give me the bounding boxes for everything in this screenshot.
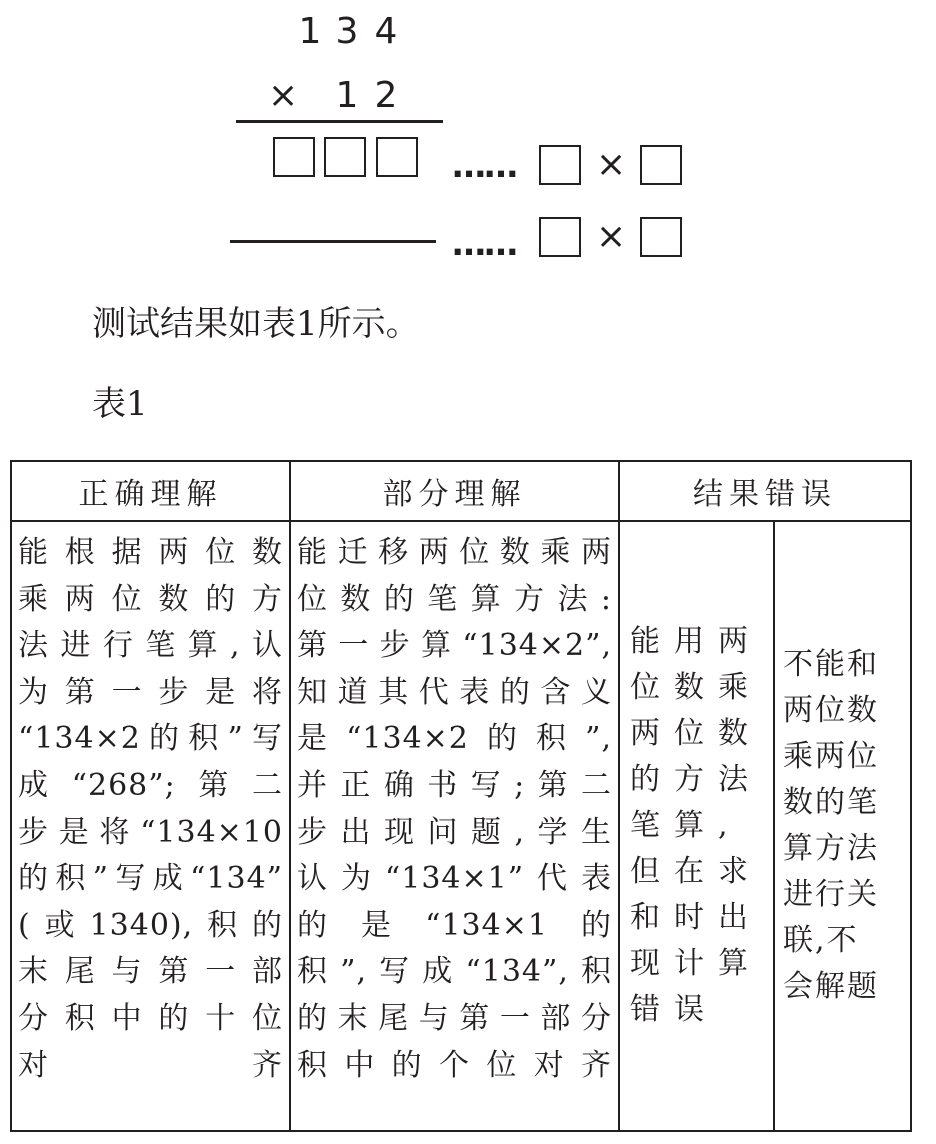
ellipsis-row-2: …… — [452, 224, 516, 264]
times-sign-row-1: × — [596, 144, 627, 185]
header-partial-understanding: 部分理解 — [290, 461, 619, 521]
factor-box-row2-a — [539, 217, 581, 257]
cell-partial-understanding — [290, 521, 619, 1131]
times-sign-row-2: × — [596, 216, 627, 257]
bottom-digit-1: 1 — [335, 75, 359, 116]
factor-box-row2-b — [640, 217, 682, 257]
answer-box-2 — [324, 137, 366, 177]
answer-box-3 — [376, 137, 418, 177]
cell-correct-understanding — [11, 521, 290, 1131]
ellipsis-row-1: …… — [452, 146, 516, 186]
multiplication-diagram — [0, 0, 936, 290]
answer-box-1 — [273, 137, 315, 177]
top-digit-1: 1 — [298, 11, 322, 52]
multiply-sign: × — [268, 75, 299, 116]
cell-wrong-result-no-link — [774, 521, 911, 1131]
results-paragraph: 测试结果如表1所示。 — [92, 304, 420, 344]
wrong-result-no-link-text: 不能和 两位数 乘两位 数的笔 算方法 进行关 联,不 会解题 — [783, 647, 879, 1004]
multiplication-line — [236, 120, 443, 123]
header-wrong-result: 结果错误 — [619, 461, 911, 521]
cell-wrong-result-calculation — [619, 521, 774, 1131]
top-digit-3: 3 — [335, 11, 359, 52]
table-header-row — [11, 461, 911, 521]
results-table — [10, 460, 912, 1132]
factor-box-row1-b — [640, 145, 682, 185]
table-caption: 表1 — [92, 384, 148, 424]
partial-understanding-text: 能迁移两位数乘两 位数的笔算方法: 第一步算“134×2”, 知道其代表的含义 是“134×2的积”, 并正确书写;第二 步出现问题,学生 认为“134×1”代表 的是“134×1的 积”,写成“134”,积 的末尾与第一部分 积中的个位对齐 — [297, 535, 612, 1083]
factor-box-row1-a — [539, 145, 581, 185]
wrong-result-calculation-text: 能用两 位数乘 两位数 的方法 笔算, 但在求 和时出 现计算 错误 — [630, 624, 762, 1027]
correct-understanding-text: 能根据两位数 乘两位数的方 法进行笔算,认 为第一步是将 “134×2的积”写 成“268”;第二 步是将“134×10 的积”写成“134” (或1340),积的 末尾与第一部 分积中的十位 对齐 — [18, 535, 283, 1083]
blank-answer-line — [230, 240, 436, 243]
header-correct-understanding: 正确理解 — [11, 461, 290, 521]
table-body-row — [11, 521, 911, 1131]
bottom-digit-2: 2 — [374, 75, 398, 116]
top-digit-4: 4 — [374, 11, 398, 52]
